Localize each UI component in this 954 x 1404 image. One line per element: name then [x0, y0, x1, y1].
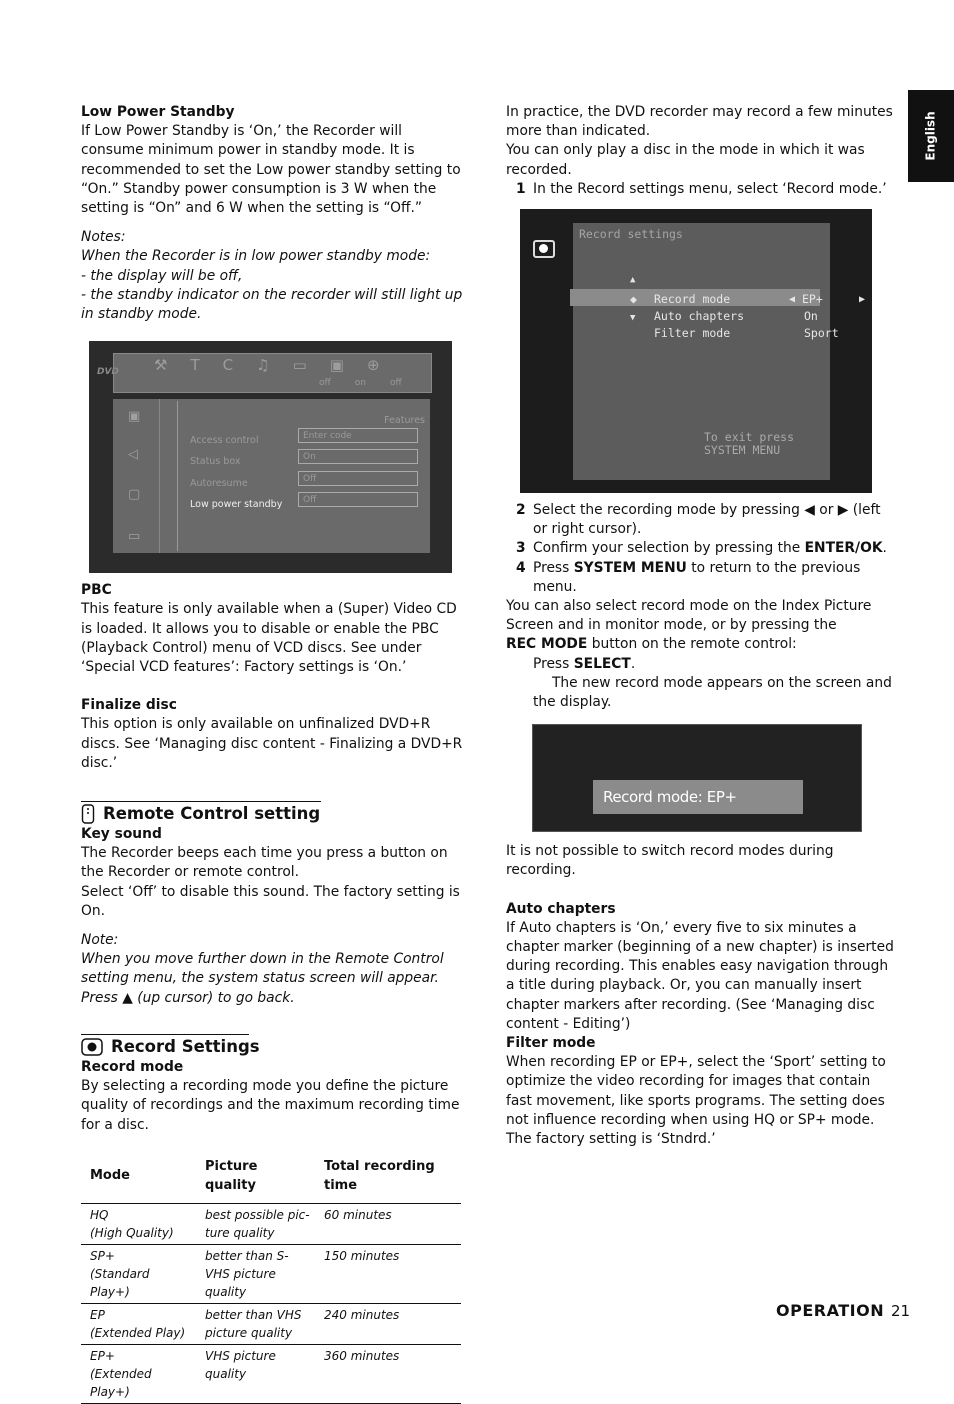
exit-hint: [704, 431, 794, 457]
menu-title: Record settings: [579, 227, 683, 242]
left-column: [81, 103, 463, 1404]
zoom-icon: ⊕: [366, 356, 380, 375]
table-row: [81, 1245, 461, 1304]
key-sound-text-2: Select ‘Off’ to disable this sound. The factory setting is On.: [81, 883, 460, 919]
menu-row-value: Sport: [804, 326, 839, 341]
key-sound-title: Key sound: [81, 826, 162, 843]
menu-row-label: Record mode: [654, 292, 731, 307]
table-row: [81, 1304, 461, 1345]
remote-icon: [81, 804, 95, 824]
low-power-title: Low Power Standby: [81, 104, 235, 120]
right-column: [506, 103, 894, 1149]
mode-sub: (Extended Play+): [90, 1367, 152, 1400]
table-row: [81, 1345, 461, 1404]
step-number: 3: [516, 540, 526, 557]
filter-factory-text: The factory setting is ‘Stndrd.’: [506, 1131, 716, 1148]
step-2-text: Select the recording mode by pressing ◀ or ▶ (left or right cursor).: [533, 502, 881, 538]
filter-mode-title: Filter mode: [506, 1035, 596, 1052]
table-cell-time: 150 minutes: [315, 1245, 461, 1304]
camera-icon: ▣: [329, 356, 344, 375]
mode-sub: (Standard Play+): [90, 1267, 150, 1300]
up-arrow-icon: ▲: [630, 275, 636, 286]
osd-icons: [154, 356, 380, 375]
intro-text-2: You can only play a disc in the mode in which it was recorded.: [506, 142, 865, 178]
tv-icon: ▭: [128, 529, 141, 545]
table-header: Total recording time: [315, 1151, 461, 1204]
menu-row-value: On: [804, 309, 818, 324]
step-4-key: SYSTEM MENU: [573, 559, 687, 576]
record-mode-text: By selecting a recording mode you define the picture quality of recordings and the maximum recording time for a disc.: [81, 1078, 460, 1133]
low-power-text: If Low Power Standby is ‘On,’ the Recorder will consume minimum power in standby mode. It is recommended to set the Low power standby setting to “On.” Standby power consumption is 3 W when the setting is “On” and 6 W when the setting is “Off.”: [81, 123, 461, 217]
finalize-title: Finalize disc: [81, 697, 177, 714]
table-header: Mode: [81, 1151, 196, 1204]
osd-row-field: Off: [298, 492, 418, 507]
t-icon: T: [190, 356, 200, 375]
osd-main-panel: [113, 399, 430, 553]
dvd-logo: DVD: [97, 367, 119, 378]
table-cell-mode: [81, 1245, 196, 1304]
note-2: - the standby indicator on the recorder will still light up in standby mode.: [81, 286, 463, 323]
features-menu-screenshot: [89, 341, 452, 573]
menu-row-label: Filter mode: [654, 326, 731, 341]
osd-value: on: [354, 378, 366, 389]
table-header-row: [81, 1151, 461, 1204]
step-1: [506, 180, 894, 199]
intro-text: In practice, the DVD recorder may record a few minutes more than indicated.: [506, 104, 893, 140]
mode-sub: (High Quality): [90, 1226, 174, 1241]
step-number: 1: [516, 180, 526, 197]
rec-mode-line: [506, 635, 894, 654]
also-text: You can also select record mode on the Index Picture Screen and in monitor mode, or by pressing the: [506, 598, 872, 634]
osd-value: off: [319, 378, 331, 389]
mode-name: SP+: [90, 1249, 115, 1264]
osd-row-label: Access control: [190, 435, 259, 447]
step-3: 3 Confirm your selection by pressing the ENTER/OK.: [506, 539, 894, 558]
remote-control-heading: [81, 801, 463, 825]
menu-row-label: Auto chapters: [654, 309, 745, 324]
step-2: [506, 501, 894, 539]
step-3-key: ENTER/OK: [804, 540, 883, 557]
osd-feature-panel: [177, 401, 431, 551]
section-rule: [81, 801, 321, 802]
key-sound-text: The Recorder beeps each time you press a button on the Recorder or remote control.: [81, 845, 448, 881]
osd-row-field: Off: [298, 471, 418, 486]
down-arrow-icon: ▼: [630, 313, 636, 324]
features-label: Features: [384, 415, 425, 427]
not-possible-text: It is not possible to switch record modes during recording.: [506, 843, 834, 879]
table-cell-time: 240 minutes: [315, 1304, 461, 1345]
step-4-text-end: to return to the previous menu.: [533, 559, 861, 595]
table-cell-quality: better than VHS picture quality: [196, 1304, 315, 1345]
steps-list-1: [506, 180, 894, 199]
speaker-icon: ◁: [128, 447, 138, 463]
table-cell-mode: [81, 1345, 196, 1404]
pbc-title: PBC: [81, 582, 112, 599]
osd-row-label: Autoresume: [190, 478, 248, 490]
remote-control-section: [81, 801, 463, 825]
press-text: Press: [533, 655, 574, 672]
record-settings-menu: [573, 223, 866, 480]
section-rule: [81, 1034, 249, 1035]
record-settings-heading: [81, 1034, 463, 1058]
record-settings-screenshot: [520, 209, 872, 493]
step-4-text: Press: [533, 559, 574, 576]
picture-icon: ▣: [128, 409, 141, 425]
auto-chapters-text: If Auto chapters is ‘On,’ every five to six minutes a chapter marker (beginning of a new chapter) is inserted during recording. This enables easy navigation through a title during playback. Or, you can manually insert chapter markers after recording. (See ‘Managing disc content - Editing’): [506, 919, 894, 1032]
rec-mode-key: REC MODE: [506, 636, 588, 653]
osd-row-label: Status box: [190, 456, 241, 468]
language-tab-label: English: [923, 111, 938, 161]
page-number: 21: [891, 1302, 911, 1320]
osd-icon-bar: [113, 353, 432, 393]
language-tab: [908, 90, 954, 182]
filter-mode-text: When recording EP or EP+, select the ‘Sport’ setting to optimize the video recording for images that contain fast movement, like sports programs. The setting does not influence recording when using HQ or SP+ mode.: [506, 1054, 886, 1128]
table-cell-mode: [81, 1304, 196, 1345]
osd-row-label-selected: Low power standby: [190, 499, 283, 511]
record-mode-banner: Record mode: EP+: [593, 780, 803, 814]
step-number: 2: [516, 502, 526, 519]
table-cell-time: 60 minutes: [315, 1204, 461, 1245]
table-cell-quality: best possible pic-ture quality: [196, 1204, 315, 1245]
table-cell-mode: [81, 1204, 196, 1245]
table-cell-quality: VHS picture quality: [196, 1345, 315, 1404]
rec-mode-rest: button on the remote control:: [587, 636, 797, 653]
step-1-text: In the Record settings menu, select ‘Record mode.’: [533, 180, 887, 197]
note-label: Note:: [81, 932, 119, 949]
table-row: [81, 1204, 461, 1245]
diamond-icon: ◆: [630, 292, 637, 307]
osd-row-field: On: [298, 449, 418, 464]
step-3-text: Confirm your selection by pressing the: [533, 540, 805, 557]
osd-values: [319, 374, 402, 393]
step-4: [506, 559, 894, 597]
press-select-line: Press SELECT.: [533, 655, 636, 672]
finalize-text: This option is only available on unfinalized DVD+R discs. See ‘Managing disc content - Finalizing a DVD+R disc.’: [81, 716, 463, 771]
table-header: Picture quality: [196, 1151, 315, 1204]
mode-name: HQ: [90, 1208, 109, 1223]
notes-label: Notes:: [81, 229, 126, 246]
remote-control-heading-text: Remote Control setting: [103, 804, 321, 824]
note-text: When you move further down in the Remote Control setting menu, the system status screen will appear. Press ▲ (up cursor) to go back.: [81, 951, 444, 1006]
footer-section-name: OPERATION: [776, 1301, 885, 1320]
record-settings-section: [81, 1034, 463, 1058]
table-cell-quality: better than S-VHS picture quality: [196, 1245, 315, 1304]
record-mode-title: Record mode: [81, 1058, 184, 1075]
record-mode-table: [81, 1151, 461, 1404]
pbc-text: This feature is only available when a (Super) Video CD is loaded. It allows you to disable or enable the PBC (Playback Control) menu of VCD discs. See under ‘Special VCD features’: Factory settings is ‘On.’: [81, 601, 457, 676]
sound-icon: ♫: [256, 356, 270, 375]
exit-hint-line-1: To exit press: [704, 430, 795, 445]
osd-value: off: [389, 378, 402, 389]
osd-row-field: Enter code: [298, 428, 418, 443]
select-key: SELECT: [573, 655, 631, 672]
record-settings-heading-text: Record Settings: [111, 1036, 260, 1056]
menu-row-value: EP+: [802, 292, 823, 307]
osd-sidebar: [113, 399, 160, 553]
auto-chapters-title: Auto chapters: [506, 900, 616, 917]
new-mode-text: The new record mode appears on the screen and the display.: [533, 674, 892, 711]
disc-record-icon: [81, 1038, 103, 1056]
mode-sub: (Extended Play): [90, 1326, 186, 1341]
disc-icon: [533, 240, 555, 258]
subtitle-icon: ▭: [292, 356, 307, 375]
notes-intro: When the Recorder is in low power standby mode:: [81, 248, 431, 265]
left-arrow-icon: ◀: [789, 294, 796, 306]
tools-icon: ⚒: [154, 356, 168, 375]
right-arrow-icon: ▶: [859, 294, 866, 306]
record-mode-banner-screenshot: [532, 724, 862, 832]
step-number: 4: [516, 559, 526, 576]
mode-name: EP: [90, 1308, 105, 1323]
exit-hint-line-2: SYSTEM MENU: [704, 443, 781, 458]
speech-icon: ▢: [128, 487, 141, 503]
c-icon: C: [222, 356, 234, 375]
mode-name: EP+: [90, 1349, 115, 1364]
table-cell-time: 360 minutes: [315, 1345, 461, 1404]
steps-list-2: [506, 501, 894, 597]
note-1: - the display will be off,: [81, 267, 243, 284]
